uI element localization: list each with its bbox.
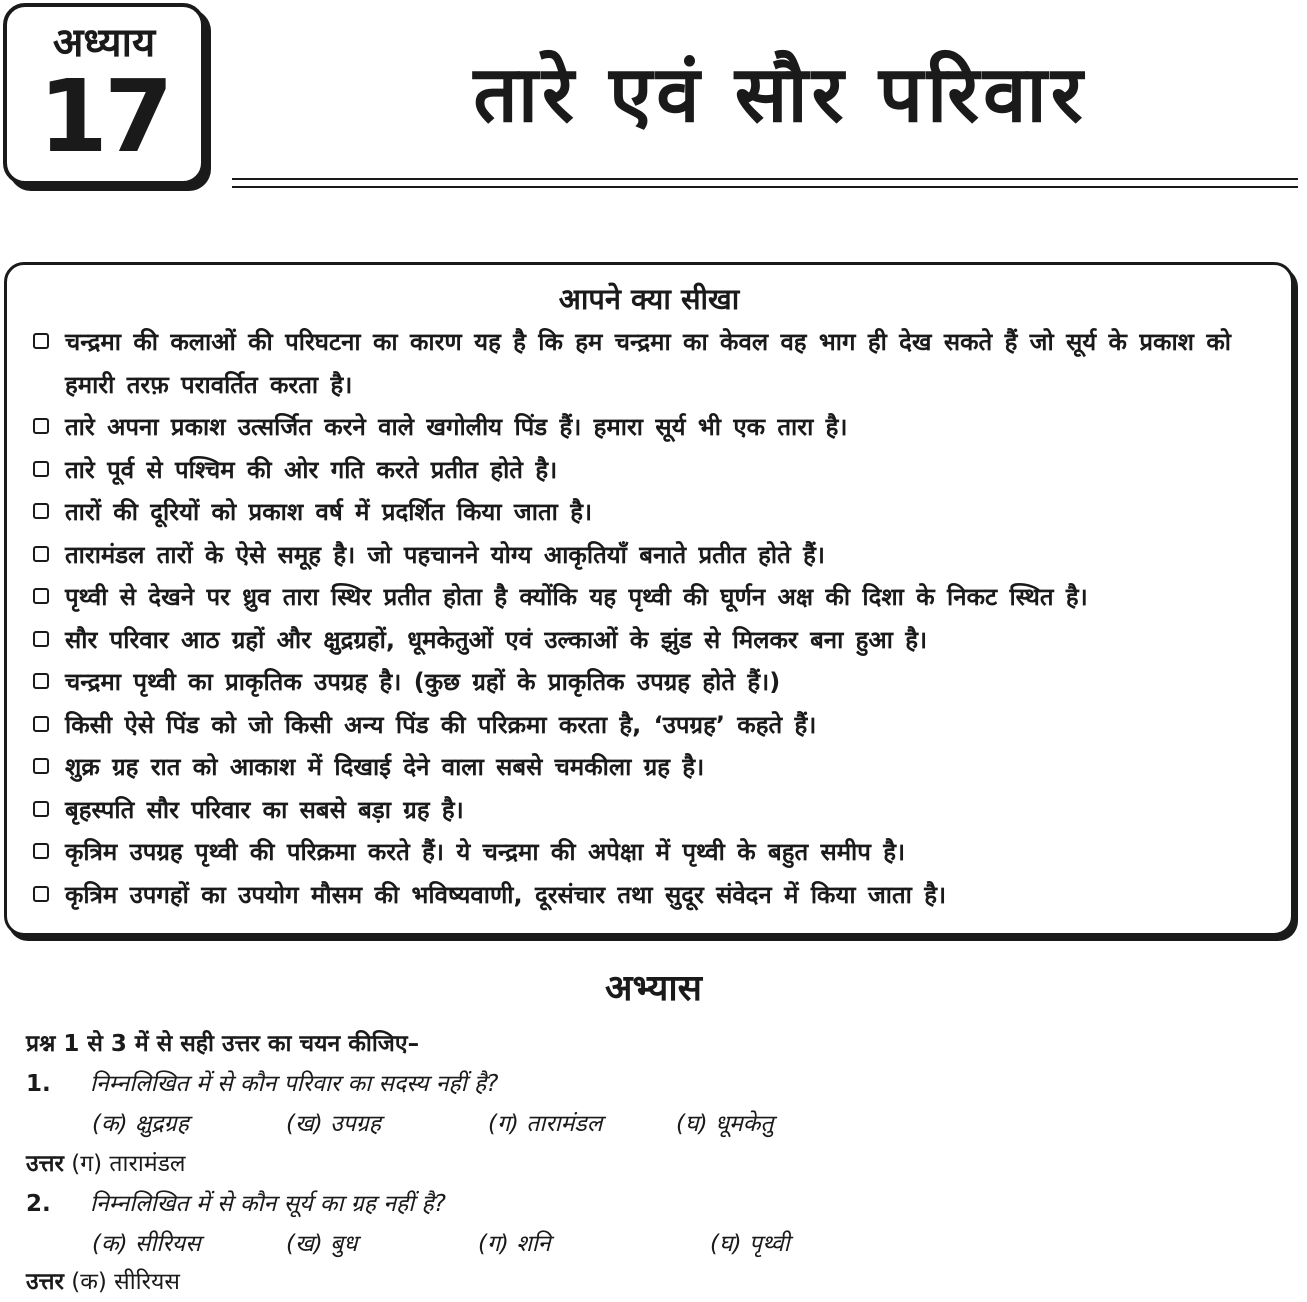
title-rule-top [232,178,1298,180]
option-b: (ख) बुध [286,1231,358,1257]
summary-box [4,262,1294,936]
exercise-instruction: प्रश्न 1 से 3 में से सही उत्तर का चयन कीजिए– [26,1031,420,1057]
answer-label: उत्तर [26,1151,64,1177]
option-d: (घ) पृथ्वी [710,1231,790,1257]
summary-item: सौर परिवार आठ ग्रहों और क्षुद्रग्रहों, धूमकेतुओं एवं उल्काओं के झुंड से मिलकर बना हुआ है। [33,619,1267,662]
checkbox-icon [33,631,49,647]
chapter-title: तारे एवं सौर परिवार [473,50,1087,140]
summary-item: चन्द्रमा की कलाओं की परिघटना का कारण यह है कि हम चन्द्रमा का केवल वह भाग ही देख सकते हैं जो सूर्य के प्रकाश को हमारी तरफ़ परावर्तित करता है। [33,321,1267,406]
option-b: (ख) उपग्रह [286,1111,381,1137]
summary-item: कृत्रिम उपग्रह पृथ्वी की परिक्रमा करते हैं। ये चन्द्रमा की अपेक्षा में पृथ्वी के बहुत समीप है। [33,831,1267,874]
checkbox-icon [33,801,49,817]
title-rule-bottom [232,186,1298,188]
summary-item: तारों की दूरियों को प्रकाश वर्ष में प्रदर्शित किया जाता है। [33,491,1267,534]
answer-1 [26,1146,186,1182]
option-c: (ग) तारामंडल [488,1111,603,1137]
summary-item: तारे पूर्व से पश्चिम की ओर गति करते प्रतीत होते है। [33,449,1267,492]
checkbox-icon [33,588,49,604]
summary-list [7,321,1291,916]
summary-item: पृथ्वी से देखने पर ध्रुव तारा स्थिर प्रतीत होता है क्योंकि यह पृथ्वी की घूर्णन अक्ष की दिशा के निकट स्थित है। [33,576,1267,619]
summary-item: शुक्र ग्रह रात को आकाश में दिखाई देने वाला सबसे चमकीला ग्रह है। [33,746,1267,789]
summary-item: कृत्रिम उपगहों का उपयोग मौसम की भविष्यवाणी, दूरसंचार तथा सुदूर संवेदन में किया जाता है। [33,874,1267,917]
checkbox-icon [33,418,49,434]
question-text: निम्नलिखित में से कौन सूर्य का ग्रह नहीं है? [90,1191,446,1217]
checkbox-icon [33,503,49,519]
answer-value: (क) सीरियस [71,1269,180,1295]
answer-label: उत्तर [26,1269,64,1295]
summary-item: किसी ऐसे पिंड को जो किसी अन्य पिंड की परिक्रमा करता है, ‘उपग्रह’ कहते हैं। [33,704,1267,747]
checkbox-icon [33,886,49,902]
answer-value: (ग) तारामंडल [71,1151,186,1177]
question-text: निम्नलिखित में से कौन परिवार का सदस्य नहीं है? [90,1071,499,1097]
answer-2 [26,1264,180,1300]
summary-heading: आपने क्या सीखा [558,282,740,316]
checkbox-icon [33,461,49,477]
option-a: (क) क्षुद्रग्रह [92,1111,189,1137]
checkbox-icon [33,716,49,732]
summary-item: बृहस्पति सौर परिवार का सबसे बड़ा ग्रह है। [33,789,1267,832]
question-number: 1. [26,1071,51,1097]
option-a: (क) सीरियस [92,1231,201,1257]
exercise-heading: अभ्यास [604,968,703,1009]
checkbox-icon [33,758,49,774]
checkbox-icon [33,843,49,859]
chapter-number: 17 [38,58,170,175]
option-c: (ग) शनि [478,1231,551,1257]
question-2 [26,1186,446,1222]
checkbox-icon [33,546,49,562]
summary-item: तारामंडल तारों के ऐसे समूह है। जो पहचानने योग्य आकृतियाँ बनाते प्रतीत होते हैं। [33,534,1267,577]
summary-item: चन्द्रमा पृथ्वी का प्राकृतिक उपग्रह है। (कुछ ग्रहों के प्राकृतिक उपग्रह होते हैं।) [33,661,1267,704]
option-d: (घ) धूमकेतु [676,1111,774,1137]
question-1 [26,1066,498,1102]
chapter-label: अध्याय [52,20,156,66]
checkbox-icon [33,673,49,689]
checkbox-icon [33,333,49,349]
summary-item: तारे अपना प्रकाश उत्सर्जित करने वाले खगोलीय पिंड हैं। हमारा सूर्य भी एक तारा है। [33,406,1267,449]
question-number: 2. [26,1191,51,1217]
chapter-badge [3,3,205,185]
